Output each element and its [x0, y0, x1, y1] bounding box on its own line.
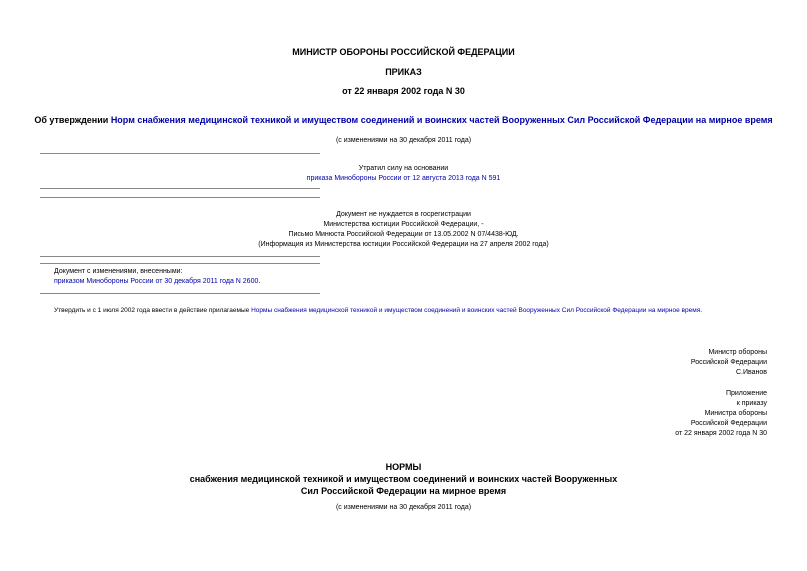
- registration-line: Документ не нуждается в госрегистрации: [336, 211, 471, 218]
- ministry-heading: МИНИСТР ОБОРОНЫ РОССИЙСКОЙ ФЕДЕРАЦИИ: [292, 47, 515, 57]
- signature-line: Российской Федерации: [690, 359, 767, 366]
- changes-text: Документ с изменениями, внесенными:: [54, 268, 183, 275]
- document-title: [0, 115, 807, 125]
- doc-type-heading: ПРИКАЗ: [385, 67, 422, 77]
- appendix-line: Приложение: [725, 390, 767, 397]
- appendix-line: к приказу: [736, 400, 767, 407]
- divider: [40, 293, 320, 294]
- changes-note: [54, 267, 260, 287]
- expired-text: Утратил силу на основании: [358, 165, 449, 172]
- order-prefix: Утвердить и с 1 июля 2002 года ввести в действие прилагаемые: [54, 307, 252, 314]
- expired-notice: [300, 164, 507, 184]
- divider: [40, 188, 320, 189]
- divider: [40, 197, 320, 198]
- norms-subtitle: снабжения медицинской техникой и имуществом соединений и воинских частей Вооруженных: [189, 474, 618, 484]
- registration-line: Министерства юстиции Российской Федерации, -: [323, 221, 484, 228]
- registration-line: Письмо Минюста Российской Федерации от 13.05.2002 N 07/4438-ЮД.: [288, 231, 519, 238]
- title-prefix: Об утверждении: [34, 115, 111, 125]
- appendix-line: от 22 января 2002 года N 30: [675, 430, 767, 437]
- divider: [40, 256, 320, 257]
- order-paragraph: [54, 306, 702, 316]
- norms-amended-note: (с изменениями на 30 декабря 2011 года): [335, 504, 472, 511]
- norms-title: НОРМЫ: [385, 462, 422, 472]
- title-norms-link[interactable]: Норм снабжения медицинской техникой и имуществом соединений и воинских частей Вооруженных Сил Российской Федерации на мирное время: [110, 115, 773, 125]
- order-suffix: .: [700, 307, 703, 314]
- divider: [40, 153, 320, 154]
- appendix-block: [675, 389, 767, 439]
- appendix-line: Министра обороны: [704, 410, 767, 417]
- norms-subtitle: Сил Российской Федерации на мирное время: [300, 486, 507, 496]
- signature-line: Министр обороны: [708, 349, 767, 356]
- signature-name: С.Иванов: [735, 369, 767, 376]
- signature-block: [691, 348, 767, 378]
- registration-line: (Информация из Министерства юстиции Российской Федерации на 27 апреля 2002 года): [258, 241, 549, 248]
- amended-note: (с изменениями на 30 декабря 2011 года): [335, 137, 472, 144]
- order-norms-link[interactable]: Нормы снабжения медицинской техникой и имуществом соединений и воинских частей Вооруженных Сил Российской Федерации на мирное время: [251, 307, 701, 314]
- expired-order-link[interactable]: приказа Минобороны России от 12 августа 2013 года N 591: [306, 175, 501, 182]
- registration-note: [0, 210, 807, 250]
- changes-order-link[interactable]: приказом Минобороны России от 30 декабря 2011 года N 2600: [54, 278, 259, 285]
- norms-heading: [0, 461, 807, 497]
- appendix-line: Российской Федерации: [690, 420, 767, 427]
- doc-date-number: от 22 января 2002 года N 30: [342, 86, 465, 96]
- changes-suffix: .: [258, 278, 261, 285]
- divider: [40, 263, 320, 264]
